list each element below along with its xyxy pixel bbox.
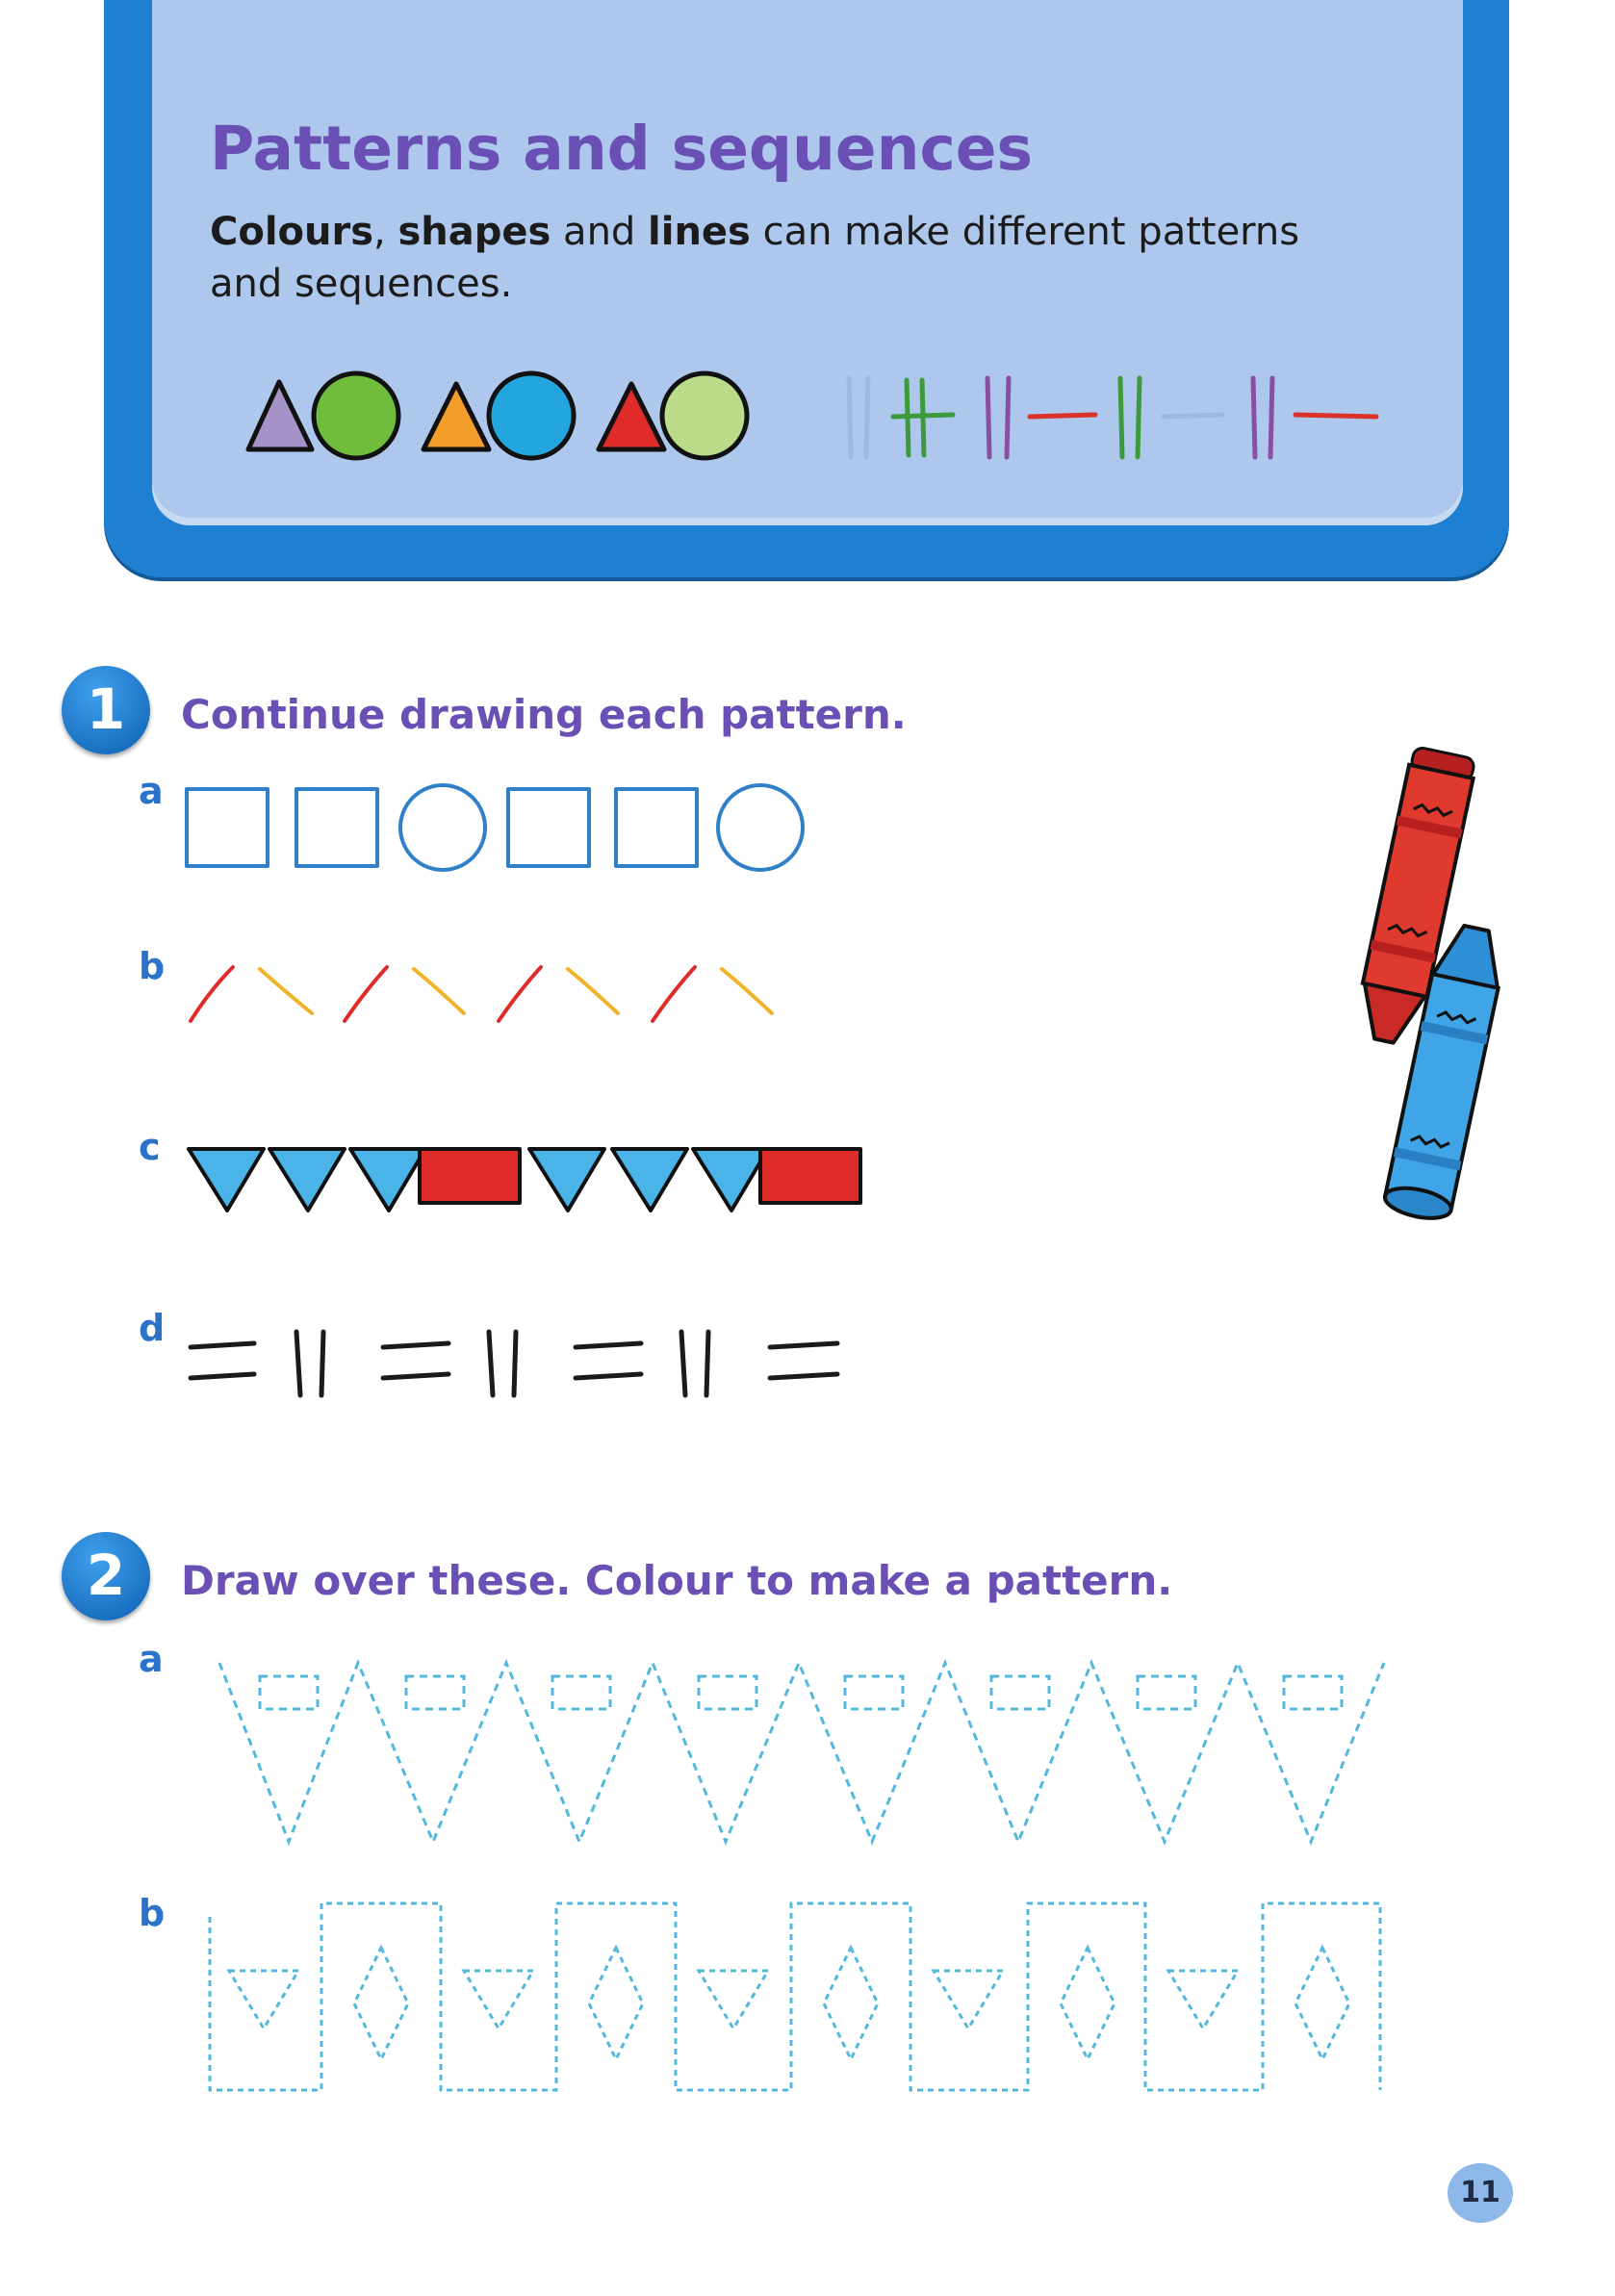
light-green-circle [662,373,747,458]
item-1c-letter: c [139,1126,161,1168]
purple-triangle [248,382,312,449]
blue-circle [489,373,574,458]
pattern-1b [183,957,799,1034]
page-number: 11 [1448,2163,1513,2223]
green-circle [314,373,398,458]
question-2-instruction: Draw over these. Colour to make a pattern. [181,1557,1173,1604]
orange-triangle [423,384,489,449]
item-2b-letter: b [139,1892,166,1934]
red-triangle [599,384,664,449]
header-shape-sequence [241,361,780,467]
item-1d-letter: d [139,1307,166,1349]
intro-text: Colours, shapes and lines can make different patterns and sequences. [210,210,1300,306]
pattern-1d [183,1318,857,1415]
item-2a-letter: a [139,1638,164,1680]
question-2-badge: 2 [62,1532,150,1620]
crayon-blue-icon [1376,919,1511,1237]
question-1-instruction: Continue drawing each pattern. [181,691,907,738]
item-1b-letter: b [139,945,166,987]
pattern-1c [183,1141,876,1218]
page-title: Patterns and sequences [210,114,1034,184]
item-1a-letter: a [139,770,164,812]
question-1-badge: 1 [62,666,150,754]
header-line-sequence [837,370,1396,467]
trace-pattern-2a [212,1653,1396,1855]
pattern-1a [183,781,818,878]
trace-pattern-2b [204,1898,1397,2100]
